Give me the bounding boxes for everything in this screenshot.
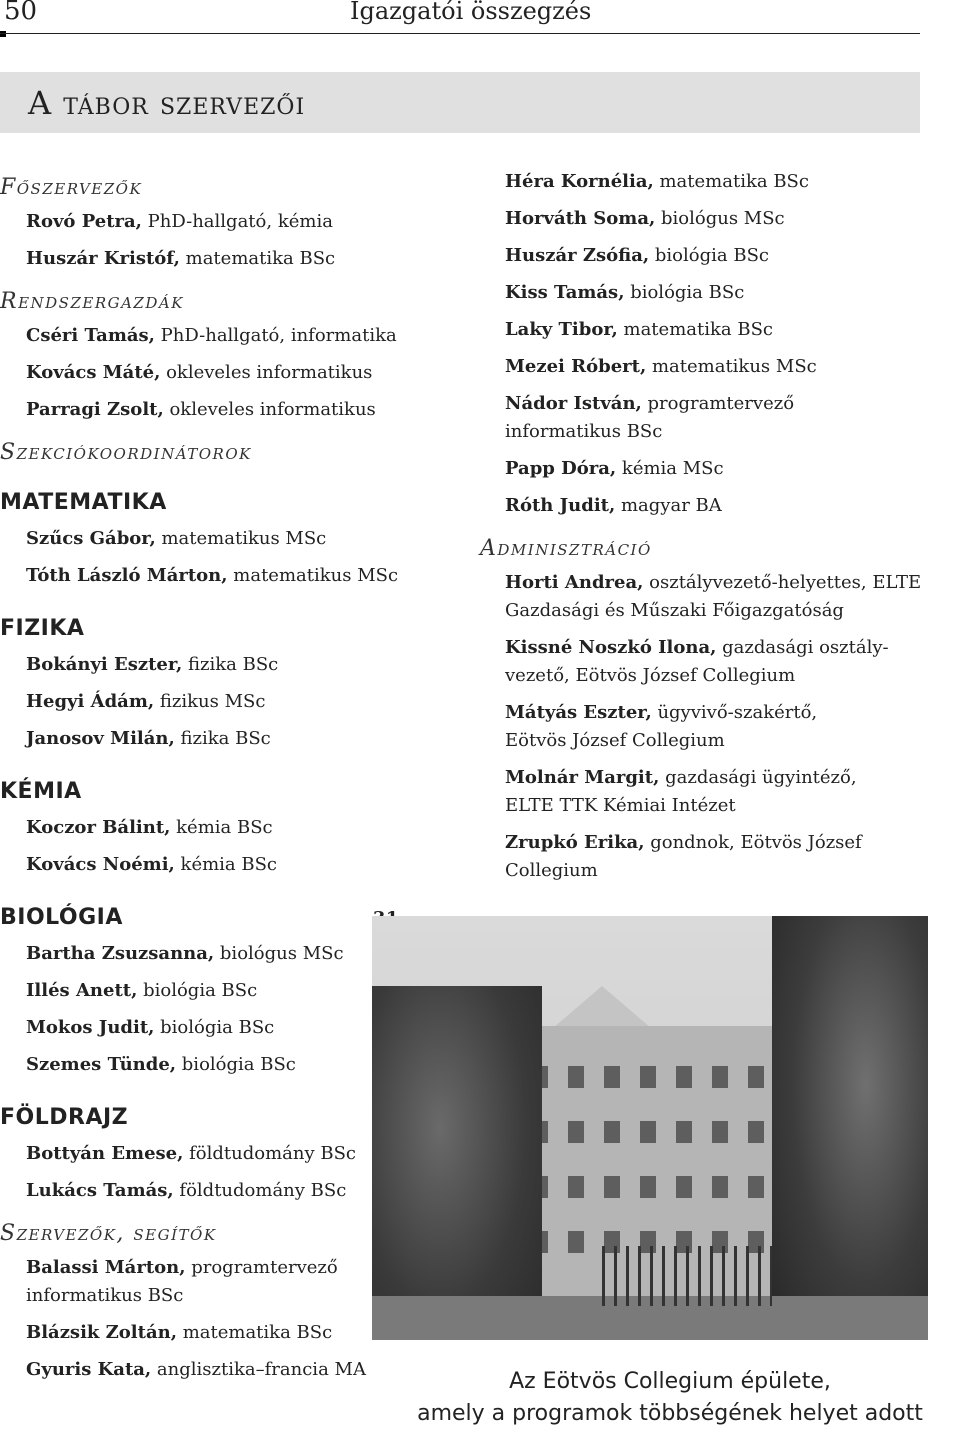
list-item: Papp Dóra, kémia MSc xyxy=(505,458,724,479)
list-item: Koczor Bálint, kémia BSc xyxy=(26,817,273,838)
list-item: Janosov Milán, fizika BSc xyxy=(26,728,271,749)
header-mark xyxy=(0,31,6,37)
list-item: Cséri Tamás, PhD-hallgató, informatika xyxy=(26,325,397,346)
list-item: Balassi Márton, programtervező informatikus BSc xyxy=(26,1257,338,1306)
section-heading-szervezok-segitok: Szervezők, segítők xyxy=(0,1221,217,1246)
section-heading-foszervezok: Főszervezők xyxy=(0,175,143,200)
list-item: Kiss Tamás, biológia BSc xyxy=(505,282,745,303)
subsection-heading-matematika: MATEMATIKA xyxy=(0,490,167,515)
page-title: A tábor szervezői xyxy=(28,84,306,122)
list-item: Bottyán Emese, földtudomány BSc xyxy=(26,1143,357,1164)
list-item: Kovács Noémi, kémia BSc xyxy=(26,854,278,875)
list-item: Mátyás Eszter, ügyvivő-szakértő, Eötvös József Collegium xyxy=(505,702,818,751)
list-item: Bartha Zsuzsanna, biológus MSc xyxy=(26,943,344,964)
photo-caption: Az Eötvös Collegium épülete, amely a programok többségének helyet adott xyxy=(417,1369,923,1426)
section-heading-adminisztracio: Adminisztráció xyxy=(480,536,652,561)
list-item: Mokos Judit, biológia BSc xyxy=(26,1017,275,1038)
list-item: Blázsik Zoltán, matematika BSc xyxy=(26,1322,333,1343)
list-item: Szemes Tünde, biológia BSc xyxy=(26,1054,296,1075)
subsection-heading-biologia: BIOLÓGIA xyxy=(0,888,400,940)
list-item: Mezei Róbert, matematikus MSc xyxy=(505,356,817,377)
list-item: Hegyi Ádám, fizikus MSc xyxy=(26,691,266,712)
list-item: Héra Kornélia, matematika BSc xyxy=(505,171,809,192)
header-rule xyxy=(0,33,920,34)
section-heading-szekciokoordinatorok: Szekciókoordinátorok xyxy=(0,440,252,465)
list-item: Huszár Kristóf, matematika BSc xyxy=(26,248,336,269)
list-item: Róth Judit, magyar BA xyxy=(505,495,722,516)
list-item: Parragi Zsolt, okleveles informatikus xyxy=(26,399,376,420)
list-item: Kovács Máté, okleveles informatikus xyxy=(26,362,373,383)
page-header xyxy=(0,0,920,34)
list-item: Horváth Soma, biológus MSc xyxy=(505,208,785,229)
list-item: Laky Tibor, matematika BSc xyxy=(505,319,773,340)
right-column xyxy=(480,168,930,894)
list-item: Rovó Petra, PhD-hallgató, kémia xyxy=(26,211,333,232)
list-item: Gyuris Kata, anglisztika–francia MA xyxy=(26,1359,366,1380)
title-band xyxy=(0,72,920,133)
left-column xyxy=(0,168,400,1393)
list-item: Lukács Tamás, földtudomány BSc xyxy=(26,1180,347,1201)
list-item: Szűcs Gábor, matematikus MSc xyxy=(26,528,327,549)
subsection-heading-foldrajz: FÖLDRAJZ xyxy=(0,1105,129,1130)
list-item: Nádor István, programtervező informatikus BSc xyxy=(505,393,795,442)
running-head: Igazgatói összegzés xyxy=(350,0,592,25)
list-item: Kissné Noszkó Ilona, gazdasági osztály-vezető, Eötvös József Collegium xyxy=(505,637,889,686)
page-number: 50 xyxy=(4,0,38,26)
subsection-heading-kemia: KÉMIA xyxy=(0,779,82,804)
list-item: Illés Anett, biológia BSc xyxy=(26,980,258,1001)
section-heading-rendszergazdak: Rendszergazdák xyxy=(0,289,184,314)
list-item: Huszár Zsófia, biológia BSc xyxy=(505,245,769,266)
building-photo xyxy=(372,916,928,1340)
list-item: Bokányi Eszter, fizika BSc xyxy=(26,654,279,675)
list-item: Zrupkó Erika, gondnok, Eötvös József Collegium xyxy=(505,832,862,881)
subsection-heading-fizika: FIZIKA xyxy=(0,616,85,641)
list-item: Molnár Margit, gazdasági ügyintéző, ELTE TTK Kémiai Intézet xyxy=(505,767,857,816)
list-item: Horti Andrea, osztályvezető-helyettes, ELTE Gazdasági és Műszaki Főigazgatóság xyxy=(505,572,922,621)
list-item: Tóth László Márton, matematikus MSc xyxy=(26,565,399,586)
